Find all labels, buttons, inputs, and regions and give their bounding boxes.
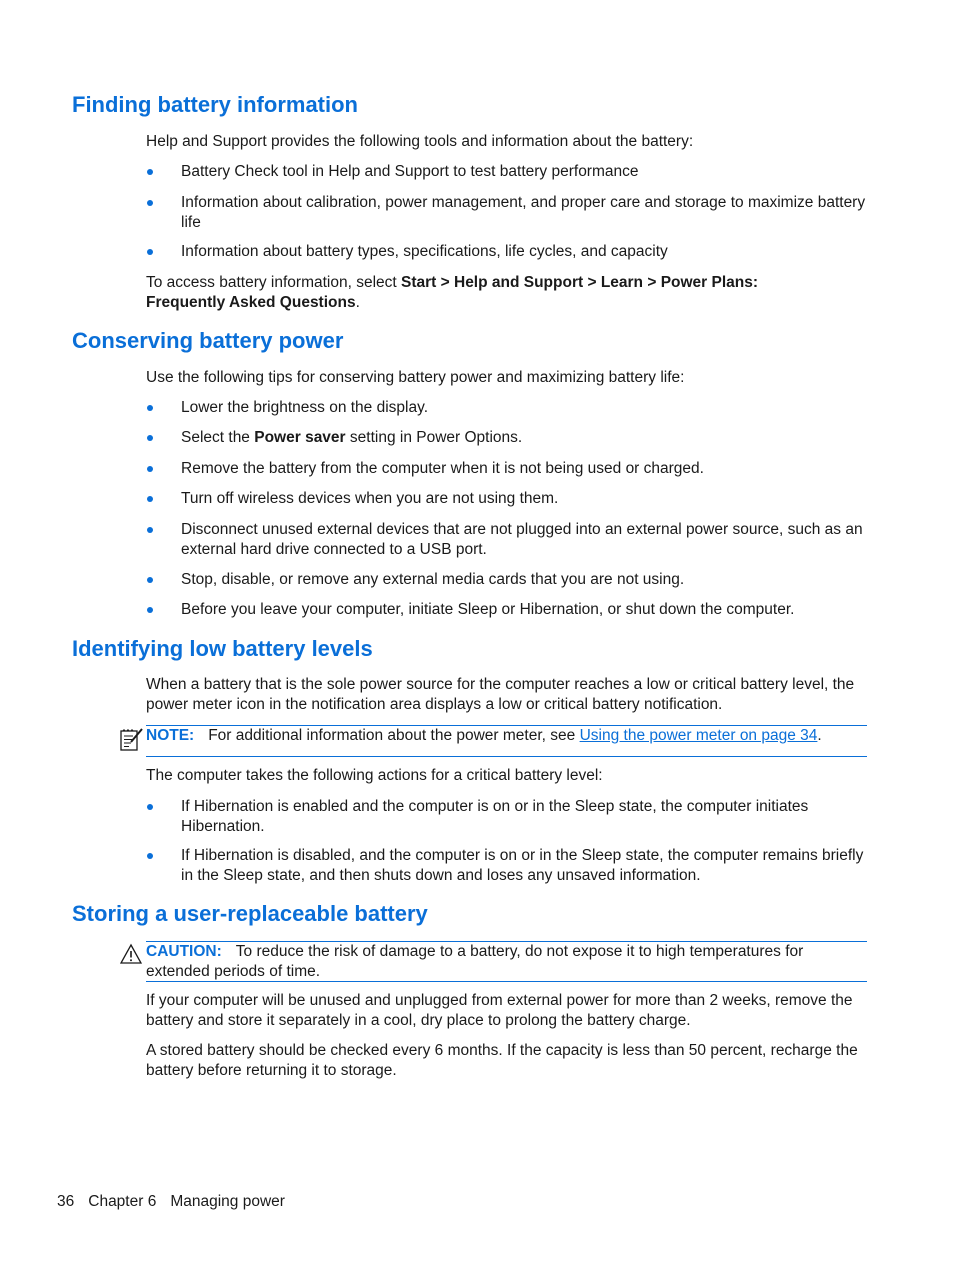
note-box	[146, 725, 867, 757]
caution-text: To reduce the risk of damage to a battery, do not expose it to high temperatures for extended periods of time.	[146, 943, 804, 980]
note-text: For additional information about the power meter, see	[208, 727, 580, 744]
list-item-text: Remove the battery from the computer when it is not being used or charged.	[181, 460, 704, 477]
note-suffix: .	[817, 727, 822, 744]
list-item	[146, 520, 868, 559]
heading-identifying-low-battery-levels: Identifying low battery levels	[72, 636, 373, 661]
bullet-dot-icon	[146, 489, 156, 509]
list-item	[146, 459, 868, 479]
list-item-text: If Hibernation is enabled and the computer is on or in the Sleep state, the computer initiates Hibernation.	[181, 798, 809, 835]
chapter-number: Chapter 6	[88, 1193, 157, 1210]
access-instructions	[146, 273, 806, 312]
access-path: Start > Help and Support > Learn > Power Plans: Frequently Asked Questions	[146, 274, 759, 311]
note-pad-icon	[118, 727, 144, 757]
note-label: NOTE:	[146, 727, 195, 744]
section1-intro: Help and Support provides the following tools and information about the battery:	[146, 133, 694, 150]
power-saver-suffix: setting in Power Options.	[345, 429, 523, 446]
critical-actions-intro: The computer takes the following actions for a critical battery level:	[146, 767, 603, 784]
list-item-text: Lower the brightness on the display.	[181, 399, 429, 416]
list-item-text: Information about calibration, power management, and proper care and storage to maximize battery life	[181, 194, 866, 231]
list-item	[146, 193, 868, 232]
power-saver-prefix: Select the	[181, 429, 255, 446]
section2-intro: Use the following tips for conserving battery power and maximizing battery life:	[146, 369, 685, 386]
list-item	[146, 846, 868, 885]
bullet-dot-icon	[146, 570, 156, 590]
storage-paragraph: If your computer will be unused and unplugged from external power for more than 2 weeks, remove the battery and store it separately in a cool, dry place to prolong the battery charge.	[146, 992, 853, 1029]
warning-triangle-icon	[120, 943, 142, 970]
list-item-text: Before you leave your computer, initiate Sleep or Hibernation, or shut down the computer.	[181, 601, 795, 618]
caution-box	[146, 941, 867, 982]
power-saver-setting: Power saver	[254, 429, 346, 446]
chapter-title: Managing power	[170, 1193, 285, 1210]
list-item-text	[181, 428, 868, 448]
section3-intro: When a battery that is the sole power source for the computer reaches a low or critical battery level, the power meter icon in the notification area displays a low or critical battery notification.	[146, 676, 855, 713]
list-item-text: Disconnect unused external devices that are not plugged into an external power source, such as an external hard drive connected to a USB port.	[181, 521, 863, 558]
list-item-text: Turn off wireless devices when you are not using them.	[181, 490, 559, 507]
list-item	[146, 570, 868, 590]
bullet-dot-icon	[146, 459, 156, 479]
heading-storing-user-replaceable-battery: Storing a user-replaceable battery	[72, 901, 428, 926]
list-item-text: Battery Check tool in Help and Support to test battery performance	[181, 163, 639, 180]
bullet-dot-icon	[146, 428, 156, 448]
list-item	[146, 398, 868, 418]
access-prefix: To access battery information, select	[146, 274, 402, 291]
bullet-dot-icon	[146, 398, 156, 418]
list-item	[146, 242, 868, 262]
list-item-text: Stop, disable, or remove any external media cards that you are not using.	[181, 571, 685, 588]
bullet-dot-icon	[146, 242, 156, 262]
bullet-dot-icon	[146, 846, 156, 866]
page-number: 36	[57, 1193, 75, 1210]
caution-label: CAUTION:	[146, 943, 222, 960]
check-paragraph: A stored battery should be checked every 6 months. If the capacity is less than 50 percent, recharge the battery before returning it to storage.	[146, 1042, 858, 1079]
power-meter-link[interactable]: Using the power meter on page 34	[579, 727, 818, 744]
bullet-dot-icon	[146, 600, 156, 620]
list-item	[146, 489, 868, 509]
bullet-dot-icon	[146, 520, 156, 540]
bullet-dot-icon	[146, 797, 156, 817]
heading-finding-battery-information: Finding battery information	[72, 92, 358, 117]
bullet-dot-icon	[146, 193, 156, 213]
access-suffix: .	[355, 293, 360, 311]
list-item	[146, 162, 868, 182]
list-item	[146, 797, 868, 836]
page-footer	[57, 1192, 285, 1212]
list-item-text: Information about battery types, specifications, life cycles, and capacity	[181, 243, 668, 260]
heading-conserving-battery-power: Conserving battery power	[72, 328, 344, 353]
bullet-dot-icon	[146, 162, 156, 182]
list-item	[146, 428, 868, 448]
list-item-text: If Hibernation is disabled, and the computer is on or in the Sleep state, the computer remains briefly in the Sleep state, and then shuts down and loses any unsaved information.	[181, 847, 864, 884]
list-item	[146, 600, 868, 620]
